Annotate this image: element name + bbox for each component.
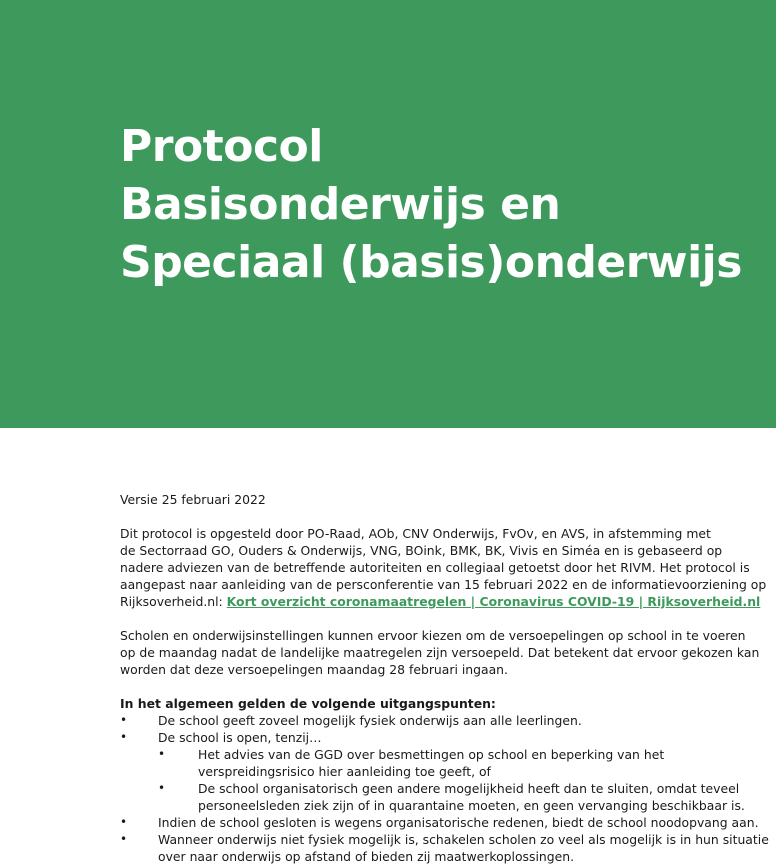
text-line: worden dat deze versoepelingen maandag 28 februari ingaan. [120,662,508,677]
text-line: De school organisatorisch geen andere mogelijkheid heeft dan te sluiten, omdat teveel [198,781,740,796]
bullet-icon: • [158,747,166,761]
list-item [120,831,769,865]
text-line: de Sectorraad GO, Ouders & Onderwijs, VNG, BOink, BMK, BK, Vivis en Siméa en is gebaseerd op [120,543,723,558]
bullet-icon: • [120,815,128,829]
title-line: Basisonderwijs en [120,179,561,230]
versoepelingen-paragraph [120,627,760,678]
text-line: personeelsleden ziek zijn of in quarantaine moeten, en geen vervanging beschikbaar is. [198,798,745,813]
version-date: Versie 25 februari 2022 [120,492,266,507]
link-prefix: Rijksoverheid.nl: [120,594,227,609]
intro-paragraph [120,525,767,610]
text-line: Wanneer onderwijs niet fysiek mogelijk is, schakelen scholen zo veel als mogelijk is in hun situatie [158,832,769,847]
text-line: De school geeft zoveel mogelijk fysiek onderwijs aan alle leerlingen. [158,713,582,728]
text-line [120,593,761,610]
list-item [120,712,720,729]
coronamaatregelen-link[interactable]: Kort overzicht coronamaatregelen | Coronavirus COVID-19 | Rijksoverheid.nl [226,594,761,609]
bullet-icon: • [120,730,128,744]
principles-list [120,712,769,865]
title-line: Protocol [120,121,323,172]
text-line: nadere adviezen van de betreffende autoriteiten en collegiaal getoetst door het RIVM. Het protocol is [120,560,750,575]
text-line: aangepast naar aanleiding van de persconferentie van 15 februari 2022 en de informatievoorziening op [120,577,767,592]
sub-list-item [120,746,720,780]
text-line: verspreidingsrisico hier aanleiding toe geeft, of [198,764,491,779]
sub-list-item [120,780,745,814]
text-line: op de maandag nadat de landelijke maatregelen zijn versoepeld. Dat betekent dat ervoor gekozen kan [120,645,760,660]
title-line: Speciaal (basis)onderwijs [120,237,742,288]
bullet-icon: • [120,832,128,846]
text-line: Dit protocol is opgesteld door PO-Raad, AOb, CNV Onderwijs, FvOv, en AVS, in afstemming met [120,526,711,541]
list-item [120,814,759,831]
list-item [120,729,745,814]
document-body [120,491,769,865]
text-line: Scholen en onderwijsinstellingen kunnen ervoor kiezen om de versoepelingen op school in te voeren [120,628,746,643]
text-line: Indien de school gesloten is wegens organisatorische redenen, biedt de school noodopvang aan. [158,815,759,830]
bullet-icon: • [158,781,166,795]
title-banner [0,0,776,428]
document-title [120,118,742,292]
bullet-icon: • [120,713,128,727]
principles-heading: In het algemeen gelden de volgende uitgangspunten: [120,696,496,711]
text-line: Het advies van de GGD over besmettingen op school en beperking van het [198,747,665,762]
text-line: De school is open, tenzij… [158,730,322,745]
sub-list [158,746,745,814]
text-line: over naar onderwijs op afstand of bieden zij maatwerkoplossingen. [158,849,575,864]
